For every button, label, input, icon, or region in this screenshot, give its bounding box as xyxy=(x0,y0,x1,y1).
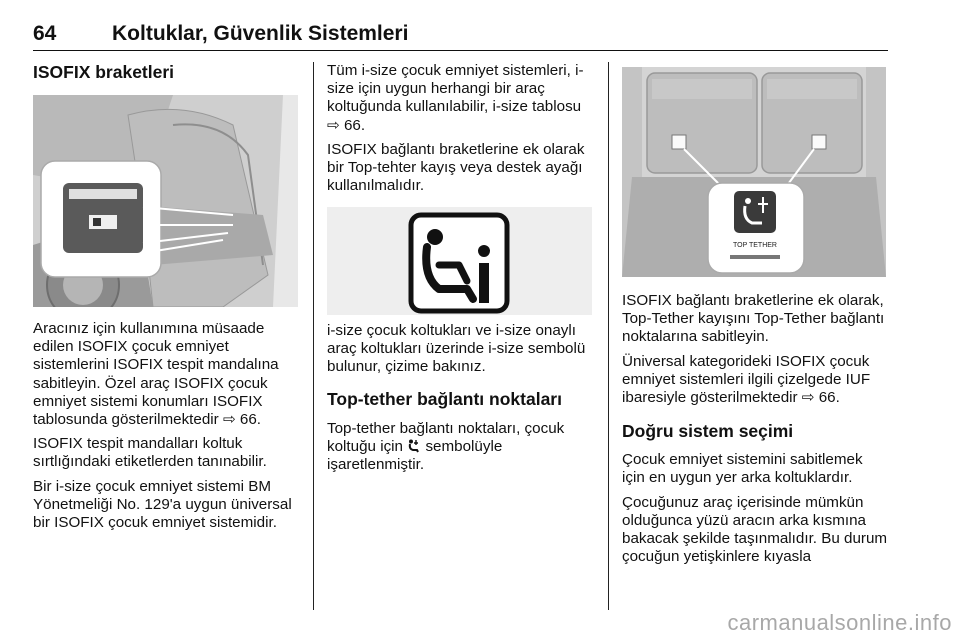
column-divider xyxy=(313,62,314,610)
paragraph: Bir i-size çocuk emniyet sistemi BM Yönetmeliği No. 129'a uygun üniversal bir ISOFIX çocuk emniyet sistemidir. xyxy=(33,477,292,532)
paragraph: Aracınız için kullanımına müsaade edilen ISOFIX çocuk emniyet sistemlerini ISOFIX tespit mandalına sabitleyin. Özel araç ISOFIX çocuk emniyet sistemi konumları ISOFIX tablosunda gösterilmektedir ⇨ 66. xyxy=(33,320,279,429)
isofix-seat-illustration xyxy=(33,95,298,307)
column-middle xyxy=(327,62,597,201)
tether-text-before: Top-tether bağlantı noktaları, çocuk koltuğu için xyxy=(327,419,565,455)
paragraph: ISOFIX tespit mandalları koltuk sırtlığındaki etiketlerden tanınabilir. xyxy=(33,435,267,471)
column-left xyxy=(33,62,300,83)
paragraph xyxy=(327,420,597,475)
paragraph: Üniversal kategorideki ISOFIX çocuk emniyet sistemleri ilgili çizelgede IUF ibaresiyle gösterilmektedir ⇨ 66. xyxy=(622,352,871,407)
top-tether-label: TOP TETHER xyxy=(733,242,777,249)
watermark: carmanualsonline.info xyxy=(727,610,952,635)
column-middle-body xyxy=(327,322,597,480)
chapter-title: Koltuklar, Güvenlik Sistemleri xyxy=(112,22,409,45)
child-seat-icon xyxy=(407,439,421,453)
paragraph: Çocuk emniyet sistemini sabitlemek için en uygun yer arka koltuklardır. xyxy=(622,451,863,487)
column-right-body xyxy=(622,292,888,572)
page-number: 64 xyxy=(33,22,57,45)
paragraph: ISOFIX bağlantı braketlerine ek olarak bir Top-tehter kayış veya destek ayağı kullanılmalıdır. xyxy=(327,140,585,195)
section-heading-isofix: ISOFIX braketleri xyxy=(33,62,175,82)
column-divider xyxy=(608,62,609,610)
page-header xyxy=(33,20,888,51)
top-tether-trunk-illustration xyxy=(622,67,886,277)
paragraph: Çocuğunuz araç içerisinde mümkün olduğunca yüzü aracın arka kısmına bakacak şekilde taşınmalıdır. Bu durum çocuğun yetişkinlere kıyasla xyxy=(622,493,888,566)
section-heading-top-tether: Top-tether bağlantı noktaları xyxy=(327,388,562,409)
paragraph: Tüm i-size çocuk emniyet sistemleri, i-size için uygun herhangi bir araç koltuğunda kullanılabilir, i-size tablosu ⇨ 66. xyxy=(327,62,584,134)
column-left-body xyxy=(33,320,300,538)
tether-text-after: sembolüyle işaretlenmiştir. xyxy=(327,437,503,474)
paragraph: ISOFIX bağlantı braketlerine ek olarak, Top-Tether kayışını Top-Tether bağlantı noktalarına sabitleyin. xyxy=(622,292,885,346)
i-size-symbol-figure xyxy=(327,207,592,315)
paragraph: i-size çocuk koltukları ve i-size onaylı araç koltukları üzerinde i-size sembolü bulunur, çizime bakınız. xyxy=(327,322,586,376)
section-heading-system-selection: Doğru sistem seçimi xyxy=(622,421,794,442)
